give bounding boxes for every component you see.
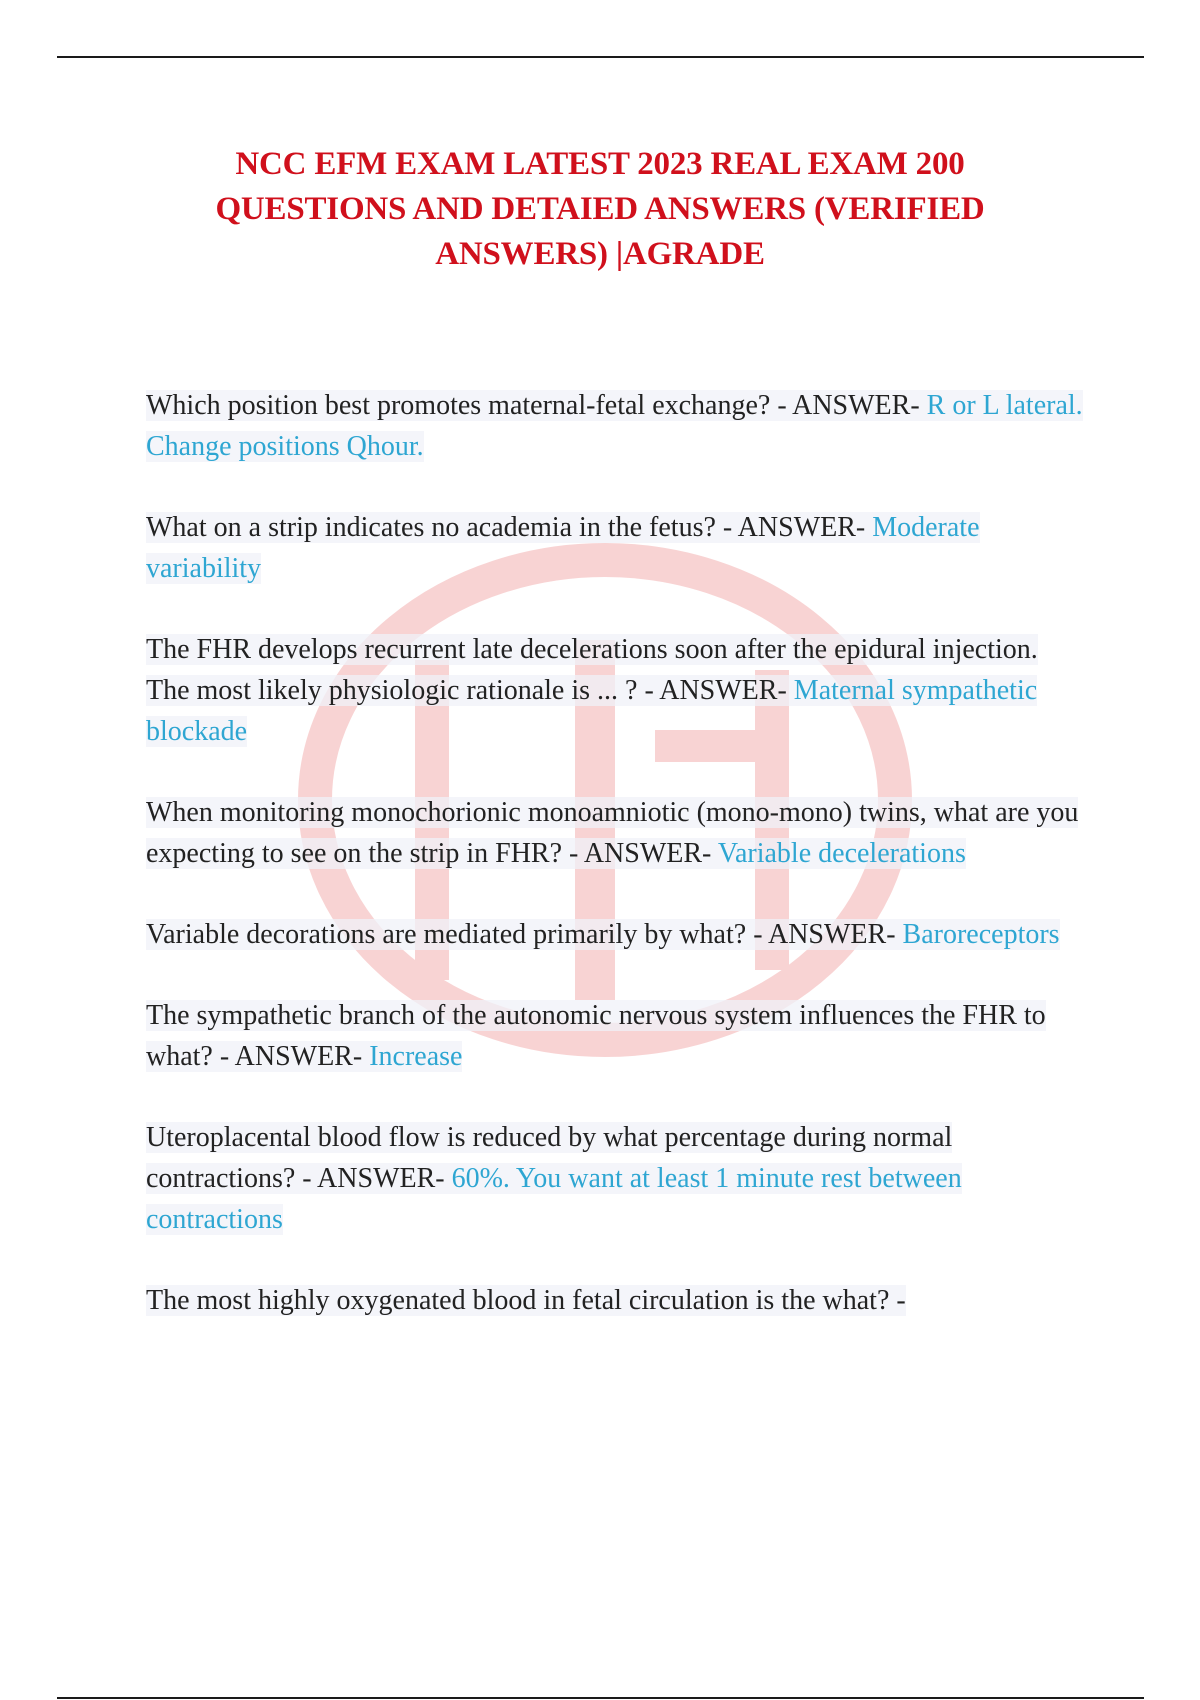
question-text: The most highly oxygenated blood in fetal circulation is the what? - (146, 1285, 906, 1316)
qa-list (146, 385, 1086, 1361)
answer-text: Moderate variability (146, 512, 980, 584)
answer-text: 60%. You want at least 1 minute rest between contractions (146, 1163, 962, 1235)
question-text: Which position best promotes maternal-fetal exchange? - ANSWER- (146, 390, 927, 421)
answer-text: Baroreceptors (902, 919, 1060, 950)
footer-rule (57, 1697, 1144, 1699)
answer-text: R or L lateral. Change positions Qhour. (146, 390, 1083, 462)
header-rule (57, 56, 1144, 58)
answer-text: Increase (369, 1041, 463, 1072)
question-text: The sympathetic branch of the autonomic nervous system influences the FHR to what? - ANSWER- (146, 1000, 1046, 1072)
qa-item (146, 995, 1086, 1077)
qa-item (146, 1280, 1086, 1321)
qa-item (146, 792, 1086, 874)
qa-item (146, 914, 1086, 955)
answer-text: Variable decelerations (717, 838, 966, 869)
question-text: When monitoring monochorionic monoamniotic (mono-mono) twins, what are you expecting to see on the strip in FHR? - ANSWER- (146, 797, 1079, 869)
question-text: Variable decorations are mediated primarily by what? - ANSWER- (146, 919, 903, 950)
question-text: What on a strip indicates no academia in the fetus? - ANSWER- (146, 512, 873, 543)
qa-item (146, 385, 1086, 467)
question-text: The FHR develops recurrent late decelerations soon after the epidural injection. The most likely physiologic rationale is ... ? - ANSWER- (146, 634, 1038, 706)
qa-item (146, 507, 1086, 589)
answer-text: Maternal sympathetic blockade (146, 675, 1038, 747)
qa-item (146, 629, 1086, 752)
document-title: NCC EFM EXAM LATEST 2023 REAL EXAM 200 QUESTIONS AND DETAIED ANSWERS (VERIFIED ANSWERS) |AGRADE (215, 146, 985, 272)
question-text: Uteroplacental blood flow is reduced by what percentage during normal contractions? - ANSWER- (146, 1122, 953, 1194)
qa-item (146, 1117, 1086, 1240)
